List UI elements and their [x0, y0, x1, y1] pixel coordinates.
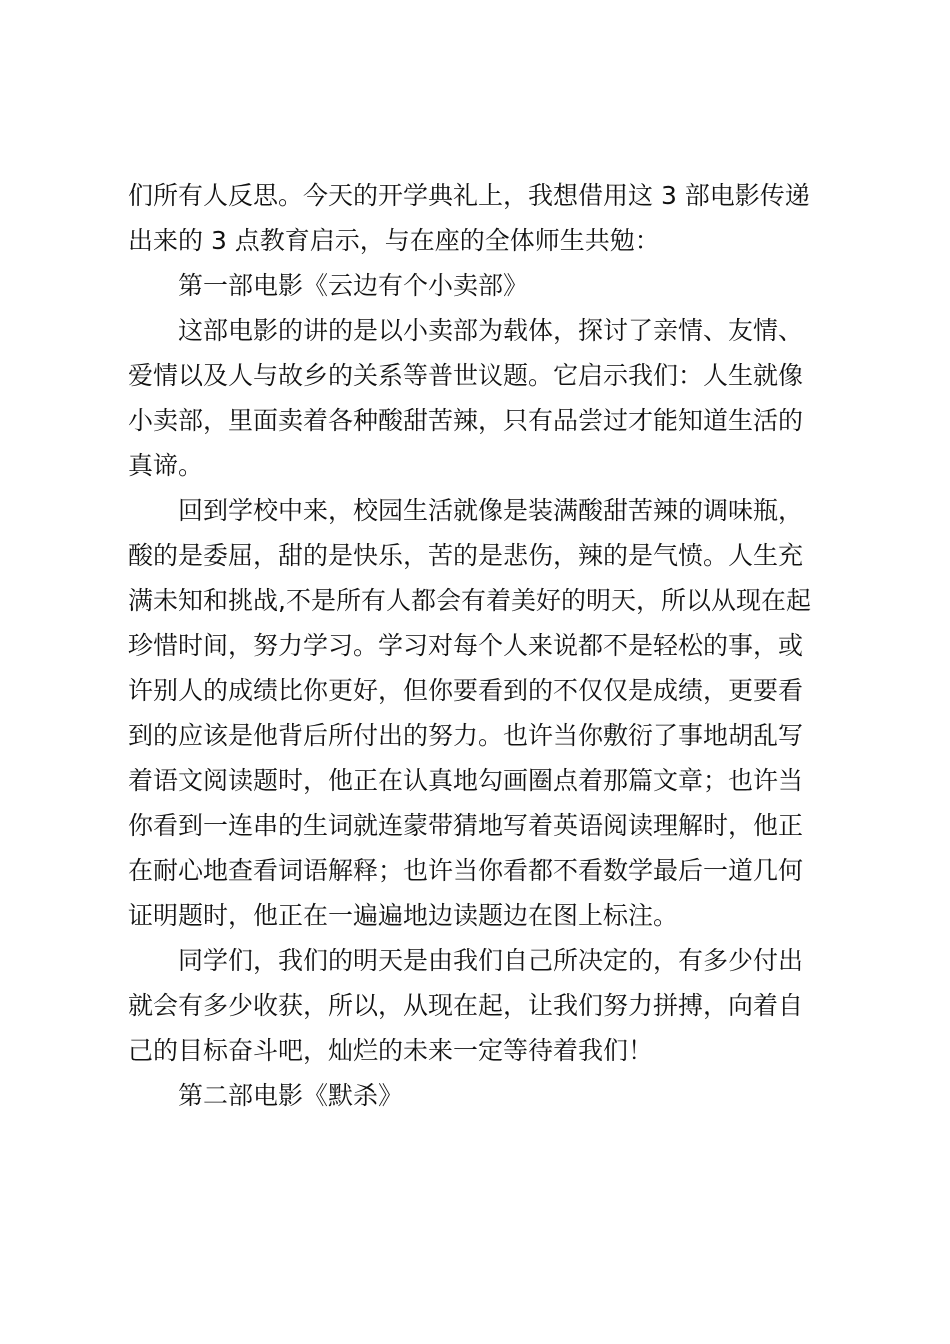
text-line: 珍惜时间，努力学习。学习对每个人来说都不是轻松的事，或 — [128, 631, 804, 660]
text-line: 你看到一连串的生词就连蒙带猜地写着英语阅读理解时，他正 — [128, 811, 804, 840]
text-line: 酸的是委屈，甜的是快乐，苦的是悲伤，辣的是气愤。人生充 — [128, 541, 804, 570]
text-line: 满未知和挑战,不是所有人都会有着美好的明天，所以从现在起 — [128, 586, 811, 615]
text-line: 证明题时，他正在一遍遍地边读题边在图上标注。 — [128, 901, 679, 930]
text-line: 小卖部，里面卖着各种酸甜苦辣，只有品尝过才能知道生活的 — [128, 406, 804, 435]
section-heading — [128, 263, 832, 308]
text-line: 回到学校中来，校园生活就像是装满酸甜苦辣的调味瓶， — [178, 496, 804, 525]
text-line: 第一部电影《云边有个小卖部》 — [178, 271, 529, 300]
paragraph — [128, 938, 832, 1073]
paragraph — [128, 173, 832, 263]
text-line: 真谛。 — [128, 451, 204, 480]
section-heading — [128, 1073, 832, 1118]
document-body — [128, 173, 832, 1118]
text-line: 同学们，我们的明天是由我们自己所决定的，有多少付出 — [178, 946, 804, 975]
text-line: 们所有人反思。今天的开学典礼上，我想借用这 3 部电影传递 — [128, 181, 810, 210]
text-line: 这部电影的讲的是以小卖部为载体，探讨了亲情、友情、 — [178, 316, 804, 345]
text-line: 己的目标奋斗吧，灿烂的未来一定等待着我们！ — [128, 1036, 654, 1065]
text-line: 许别人的成绩比你更好，但你要看到的不仅仅是成绩，更要看 — [128, 676, 804, 705]
text-line: 爱情以及人与故乡的关系等普世议题。它启示我们：人生就像 — [128, 361, 804, 390]
text-line: 就会有多少收获，所以，从现在起，让我们努力拼搏，向着自 — [128, 991, 804, 1020]
text-line: 出来的 3 点教育启示，与在座的全体师生共勉： — [128, 226, 660, 255]
paragraph — [128, 488, 832, 938]
text-line: 到的应该是他背后所付出的努力。也许当你敷衍了事地胡乱写 — [128, 721, 804, 750]
text-line: 着语文阅读题时，他正在认真地勾画圈点着那篇文章；也许当 — [128, 766, 804, 795]
text-line: 在耐心地查看词语解释；也许当你看都不看数学最后一道几何 — [128, 856, 804, 885]
paragraph — [128, 308, 832, 488]
text-line: 第二部电影《默杀》 — [178, 1081, 404, 1110]
